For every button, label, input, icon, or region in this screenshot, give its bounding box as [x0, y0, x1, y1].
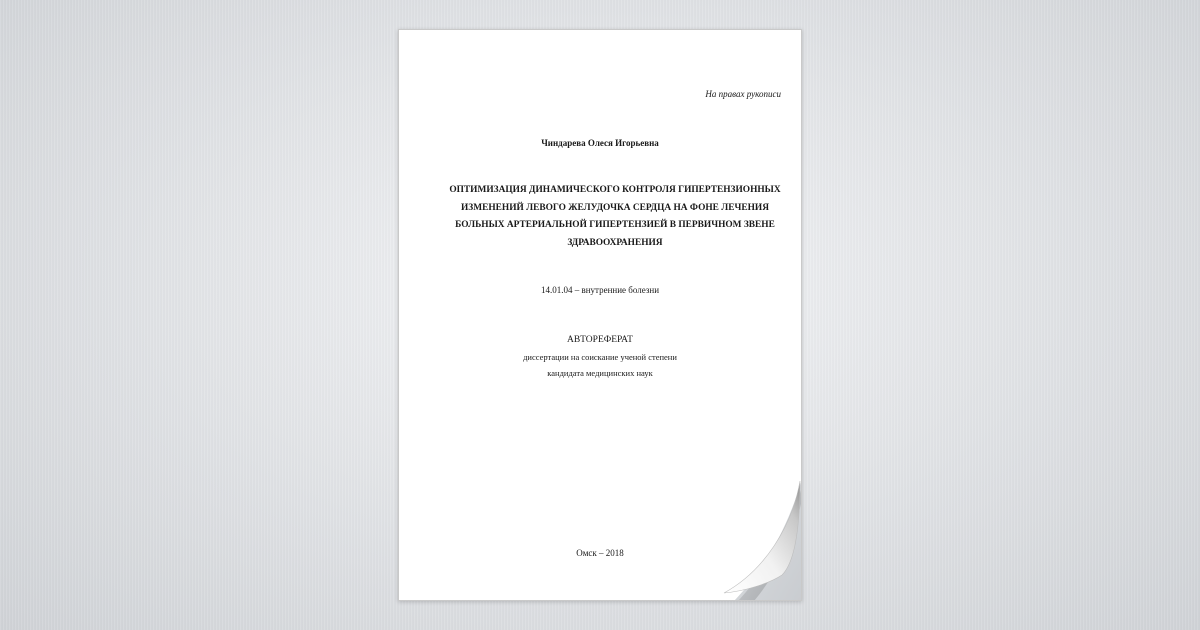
title-line: ОПТИМИЗАЦИЯ ДИНАМИЧЕСКОГО КОНТРОЛЯ ГИПЕРТЕНЗИОННЫХ	[449, 185, 781, 195]
page-curl-icon	[720, 479, 802, 601]
document-page	[398, 29, 802, 601]
degree-line: кандидата медицинских наук	[547, 368, 653, 378]
document-title	[439, 182, 791, 252]
rights-notice: На правах рукописи	[705, 89, 781, 99]
dissertation-line: диссертации на соискание ученой степени	[523, 352, 677, 362]
specialty: 14.01.04 – внутренние болезни	[540, 285, 660, 295]
city-year: Омск – 2018	[576, 548, 624, 558]
title-line: ИЗМЕНЕНИЙ ЛЕВОГО ЖЕЛУДОЧКА СЕРДЦА НА ФОНЕ ЛЕЧЕНИЯ	[461, 202, 769, 213]
title-line: БОЛЬНЫХ АРТЕРИАЛЬНОЙ ГИПЕРТЕНЗИЕЙ В ПЕРВИЧНОМ ЗВЕНЕ	[455, 220, 775, 230]
abstract-heading: АВТОРЕФЕРАТ	[567, 335, 633, 345]
title-line: ЗДРАВООХРАНЕНИЯ	[567, 237, 663, 248]
author-name: Чиндарева Олеся Игорьевна	[541, 138, 659, 148]
